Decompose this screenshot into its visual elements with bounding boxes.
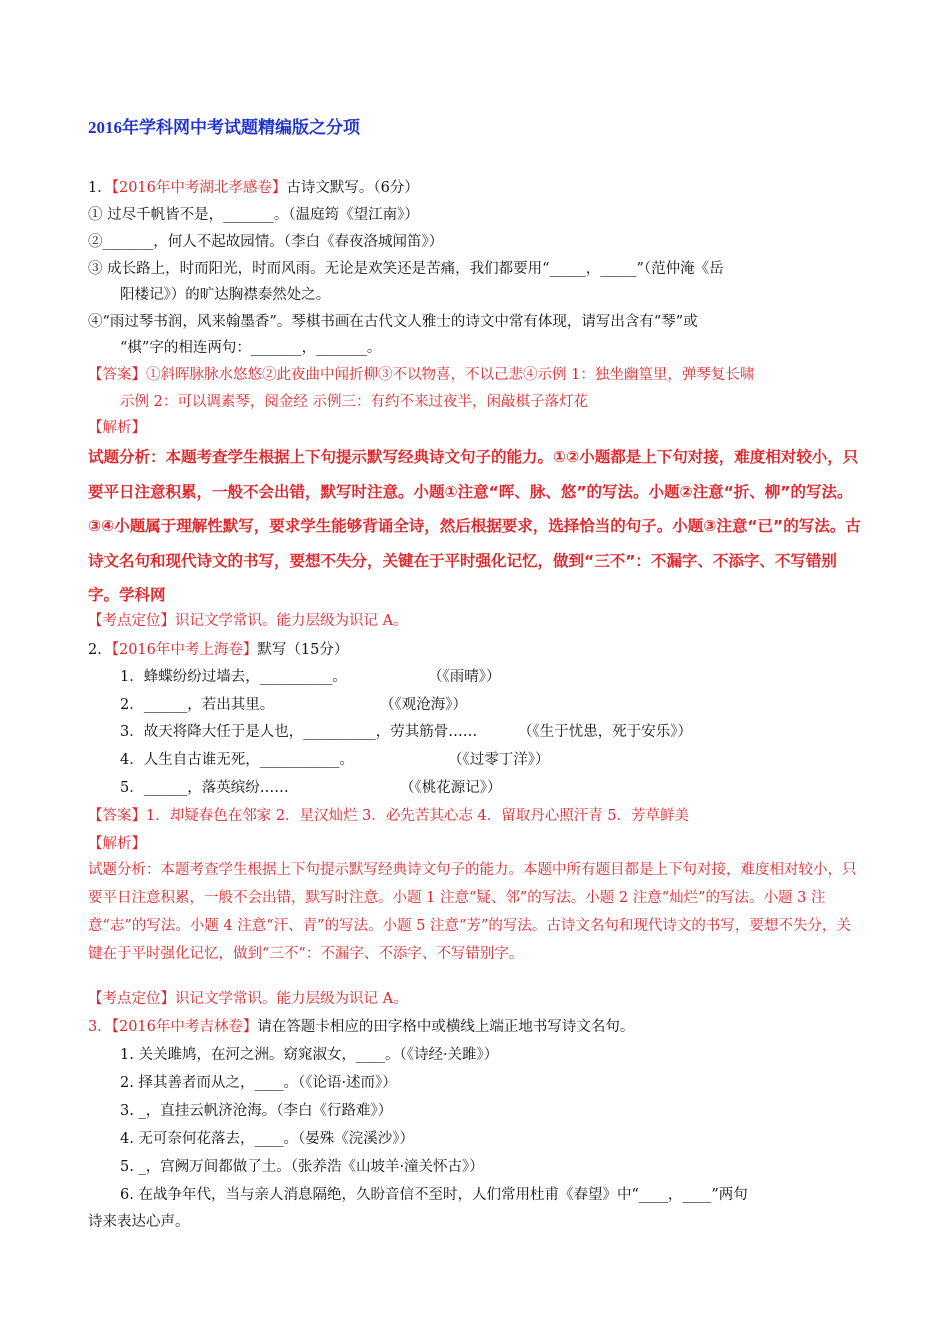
q2-answer: 【答案】1．却疑春色在邻家 2．星汉灿烂 3．必先苦其心志 4．留取丹心照汗青 5．芳草鲜美 <box>88 808 690 824</box>
q3-number: 3． <box>88 1019 112 1035</box>
q2-analysis-label: 【解析】 <box>88 836 146 852</box>
q2-item-2-ref: （《观沧海》） <box>380 697 467 713</box>
q1-item-1: ① 过尽千帆皆不是，_______。（温庭筠《望江南》） <box>88 207 419 223</box>
q1-prompt: 古诗文默写。（6分） <box>286 180 419 196</box>
q2-number: 2． <box>88 642 112 658</box>
q2-item-4-ref: （《过零丁洋》） <box>448 752 550 768</box>
q2-kaodian: 【考点定位】识记文学常识。能力层级为识记 A。 <box>88 991 408 1007</box>
q1-analysis: 试题分析：本题考查学生根据上下句提示默写经典诗文句子的能力。①②小题都是上下句对接，难度相对较小，只要平日注意积累，一般不会出错，默写时注意。小题①注意“晖、脉、悠”的写法。小题②注意“折、柳”的写法。③④小题属于理解性默写，要求学生能够背诵全诗，然后根据要求，选择恰当的句子。小题③注意“已”的写法。古诗文名句和现代诗文的书写，要想不失分，关键在于平时强化记忆，做到“三不”：不漏字、不添字、不写错别字。学科网 <box>88 448 861 604</box>
q3-item-6-cont: 诗来表达心声。 <box>88 1214 190 1230</box>
q3-item-4: 4. 无可奈何花落去，____。（晏殊《浣溪沙》） <box>120 1131 414 1147</box>
q2-item-4: 4．人生自古谁无死，___________。 <box>120 752 354 768</box>
q3-item-6: 6. 在战争年代，当与亲人消息隔绝，久盼音信不至时，人们常用杜甫《春望》中“____，____”两句 <box>120 1187 748 1203</box>
q2-item-3-ref: （《生于忧患，死于安乐》） <box>518 724 692 740</box>
q2-item-1-ref: （《雨晴》） <box>428 669 501 685</box>
q1-item-4: ④“雨过琴书润，风来翰墨香”。琴棋书画在古代文人雅士的诗文中常有体现，请写出含有“琴”或 <box>88 314 698 330</box>
q2-item-5-ref: （《桃花源记》） <box>400 780 502 796</box>
q3-item-5: 5. _，宫阙万间都做了土。（张养浩《山坡羊·潼关怀古》） <box>120 1159 484 1175</box>
q3-item-1: 1. 关关雎鸠，在河之洲。窈窕淑女，____。（《诗经·关雎》） <box>120 1047 499 1063</box>
q2-item-1: 1．蜂蝶纷纷过墙去，__________。 <box>120 669 347 685</box>
q1-answer: 【答案】①斜晖脉脉水悠悠②此夜曲中闻折柳③不以物喜，不以己悲④示例 1：独坐幽篁里，弹琴复长啸 <box>88 367 755 383</box>
q2-source: 【2016年中考上海卷】 <box>111 642 258 658</box>
q2-item-3: 3．故天将降大任于是人也，__________，劳其筋骨…… <box>120 724 478 740</box>
q3-item-2: 2. 择其善者而从之，____。（《论语·述而》） <box>120 1075 397 1091</box>
q1-number: 1． <box>88 180 112 196</box>
q2-prompt: 默写（15分） <box>257 642 349 658</box>
page-title: 2016年学科网中考试题精编版之分项 <box>88 118 360 137</box>
q2-header <box>88 640 348 660</box>
q2-item-2: 2．______，若出其里。 <box>120 697 275 713</box>
q3-prompt: 请在答题卡相应的田字格中或横线上端正地书写诗文名句。 <box>257 1019 635 1035</box>
q2-analysis: 试题分析：本题考查学生根据上下句提示默写经典诗文句子的能力。本题中所有题目都是上下句对接，难度相对较小，只要平日注意积累，一般不会出错，默写时注意。小题 1 注意“疑、邻”的写法。小题 2 注意“灿烂”的写法。小题 3 注意“志”的写法。小题 4 注意“汗、青”的写法。小题 5 注意“芳”的写法。古诗文名句和现代诗文的书写，要想不失分，关键在于平时强化记忆，做到“三不”：不漏字、不添字、不写错别字。 <box>88 862 857 962</box>
q1-header <box>88 178 419 198</box>
q3-header <box>88 1017 634 1037</box>
q1-item-3-cont: 阳楼记》）的旷达胸襟泰然处之。 <box>120 287 331 303</box>
q2-item-5: 5．______，落英缤纷…… <box>120 780 289 796</box>
q1-item-4-cont: “棋”字的相连两句：_______，_______。 <box>120 340 382 356</box>
q3-item-3: 3. _，直挂云帆济沧海。（李白《行路难》） <box>120 1103 393 1119</box>
q1-analysis-label: 【解析】 <box>88 420 146 436</box>
q3-source: 【2016年中考吉林卷】 <box>111 1019 258 1035</box>
q1-item-2: ②_______，何人不起故园情。（李白《春夜洛城闻笛》） <box>88 234 444 250</box>
q1-answer-cont: 示例 2：可以调素琴，阅金经 示例三：有约不来过夜半，闲敲棋子落灯花 <box>120 394 588 410</box>
q1-kaodian: 【考点定位】识记文学常识。能力层级为识记 A。 <box>88 613 408 629</box>
q1-source: 【2016年中考湖北孝感卷】 <box>111 180 287 196</box>
q1-item-3: ③ 成长路上，时而阳光，时而风雨。无论是欢笑还是苦痛，我们都要用“_____，_____”（范仲淹《岳 <box>88 261 724 277</box>
